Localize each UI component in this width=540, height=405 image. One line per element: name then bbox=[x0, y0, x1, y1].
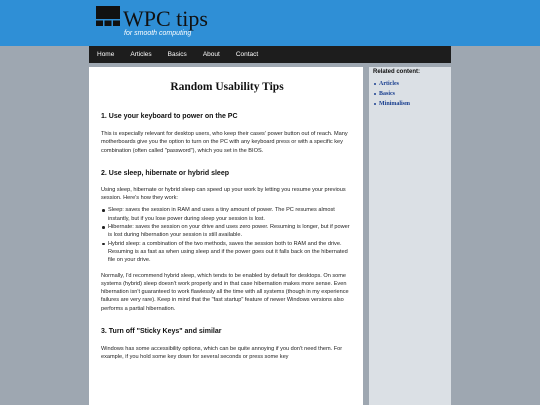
list-item: Hibernate: saves the session on your drive and uses zero power. Resuming is longer, but if power is lost during hibernation your session is still available. bbox=[101, 223, 353, 240]
related-item bbox=[374, 89, 410, 99]
section-heading: 3. Turn off "Sticky Keys" and similar bbox=[101, 328, 222, 336]
nav-item-basics[interactable]: Basics bbox=[167, 51, 187, 58]
section-paragraph: Windows has some accessibility options, which can be quite annoying if you don't need them. For example, if you hold some key down for several seconds or press some key bbox=[101, 346, 343, 361]
section-paragraph: Using sleep, hibernate or hybrid sleep can speed up your work by letting you resume your previous session. Here's how they work: bbox=[101, 186, 346, 202]
section-heading: 1. Use your keyboard to power on the PC bbox=[101, 113, 238, 120]
section-paragraph: Normally, I'd recommend hybrid sleep, which tends to be enabled by default for desktops. On some systems (hybrid) sleep doesn't work properly and in that case hibernation makes more sense. Even hibernation isn't guaranteed to work flawlessly all the time with all systems (though in my experience failures are very rare). Keep in mind that the "fast startup" feature of newer Windows versions also performs a partial hibernation. bbox=[101, 272, 349, 312]
nav-item-about[interactable]: About bbox=[202, 51, 220, 58]
page-title: Random Usability Tips bbox=[170, 81, 284, 93]
sidebar bbox=[369, 67, 451, 405]
bullet-list bbox=[101, 206, 353, 264]
site-tagline: for smooth computing bbox=[124, 30, 192, 37]
related-link-minimalism[interactable]: Minimalism bbox=[379, 101, 410, 107]
section-heading: 2. Use sleep, hibernate or hybrid sleep bbox=[101, 169, 229, 177]
sidebar-title: Related content: bbox=[373, 69, 421, 75]
nav-item-home[interactable]: Home bbox=[97, 51, 115, 58]
site-header bbox=[0, 0, 540, 46]
list-item: Sleep: saves the session in RAM and uses a tiny amount of power. The PC resumes almost instantly, but if you lose power during sleep your session is lost. bbox=[101, 206, 353, 223]
article-content bbox=[89, 67, 363, 405]
related-link-basics[interactable]: Basics bbox=[379, 91, 396, 97]
related-item bbox=[374, 79, 410, 89]
main-nav bbox=[89, 46, 451, 63]
list-item: Hybrid sleep: a combination of the two methods, saves the session both to RAM and the drive. Resuming is as fast as when using sleep and if the power goes out it falls back on the hibernated file on your drive. bbox=[101, 240, 353, 265]
nav-item-contact[interactable]: Contact bbox=[235, 51, 259, 58]
logo-icon[interactable] bbox=[96, 6, 120, 26]
related-links bbox=[374, 79, 410, 109]
section-paragraph: This is especially relevant for desktop users, who keep their cases' power button out of reach. Many motherboards give you the option to turn on the PC with any keyboard press or with a specific key combination (often called "password"), which you set in the BIOS. bbox=[101, 131, 348, 154]
nav-item-articles[interactable]: Articles bbox=[130, 51, 152, 58]
related-item bbox=[374, 99, 410, 109]
site-logo-text[interactable]: WPC tips bbox=[123, 6, 208, 31]
related-link-articles[interactable]: Articles bbox=[379, 81, 399, 87]
